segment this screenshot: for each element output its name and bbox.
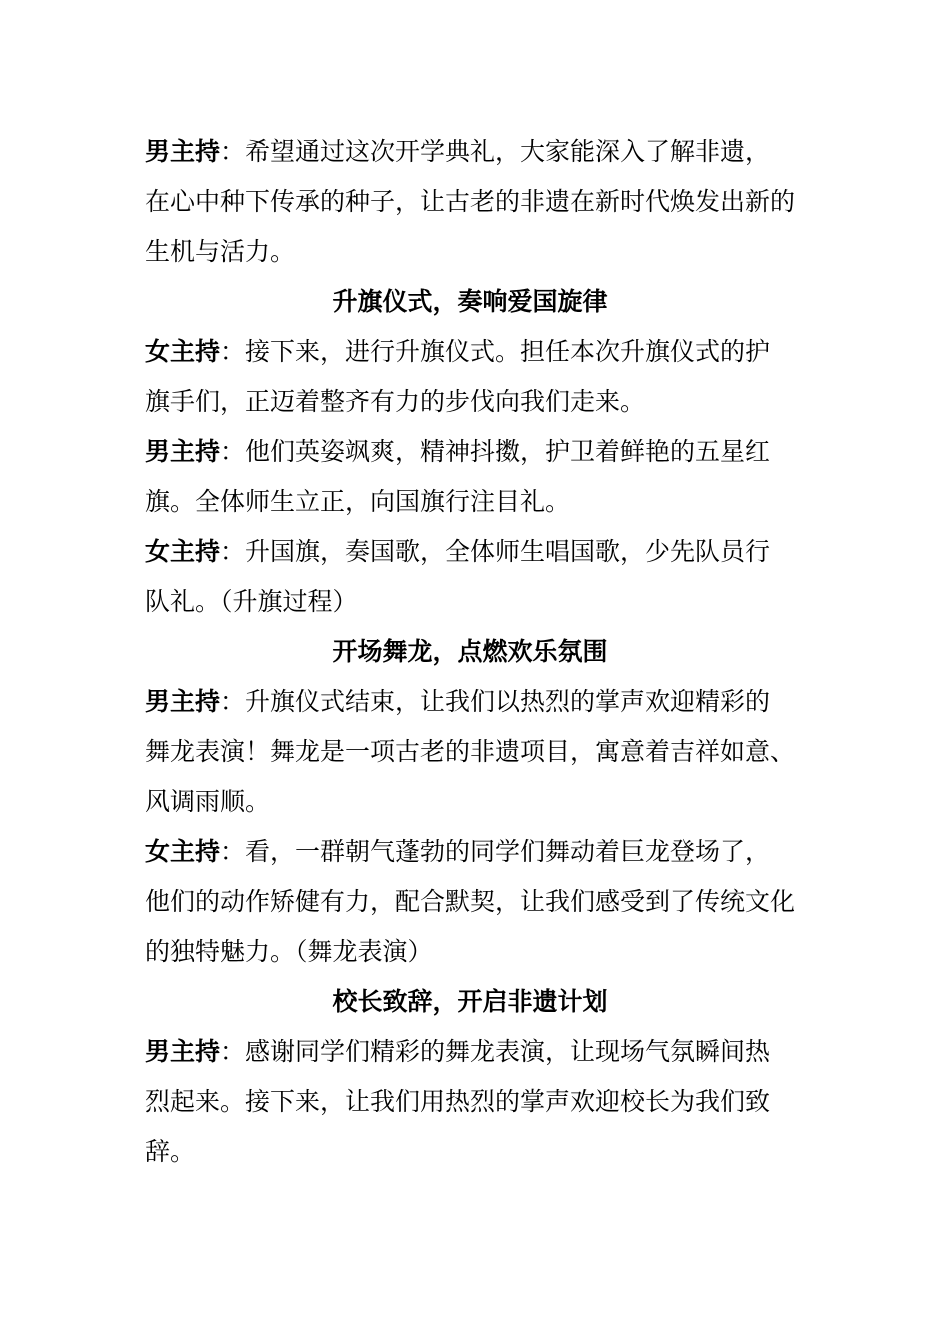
section-heading: 开场舞龙，点燃欢乐氛围 — [332, 637, 608, 666]
speaker-label: 女主持 — [145, 537, 221, 566]
host-line — [145, 827, 795, 977]
host-line — [145, 677, 795, 827]
host-line — [145, 527, 795, 627]
host-line — [145, 427, 795, 527]
speaker-label: 女主持 — [145, 837, 221, 866]
line-text: ：看，一群朝气蓬勃的同学们舞动着巨龙登场了，他们的动作矫健有力，配合默契，让我们感受到了传统文化的独特魅力。（舞龙表演） — [145, 837, 796, 966]
document-body — [145, 127, 795, 1177]
section-heading: 升旗仪式，奏响爱国旋律 — [332, 287, 608, 316]
line-text: ：感谢同学们精彩的舞龙表演，让现场气氛瞬间热烈起来。接下来，让我们用热烈的掌声欢迎校长为我们致辞。 — [145, 1037, 771, 1166]
host-line — [145, 327, 795, 427]
line-text: ：他们英姿飒爽，精神抖擞，护卫着鲜艳的五星红旗。全体师生立正，向国旗行注目礼。 — [145, 437, 771, 516]
line-text: ：希望通过这次开学典礼，大家能深入了解非遗，在心中种下传承的种子，让古老的非遗在新时代焕发出新的生机与活力。 — [145, 137, 796, 266]
line-text: ：接下来，进行升旗仪式。担任本次升旗仪式的护旗手们，正迈着整齐有力的步伐向我们走来。 — [145, 337, 771, 416]
speaker-label: 男主持 — [145, 137, 221, 166]
line-text: ：升旗仪式结束，让我们以热烈的掌声欢迎精彩的舞龙表演！舞龙是一项古老的非遗项目，寓意着吉祥如意、风调雨顺。 — [145, 687, 796, 816]
host-line — [145, 1027, 795, 1177]
host-line — [145, 127, 795, 277]
speaker-label: 男主持 — [145, 687, 221, 716]
speaker-label: 男主持 — [145, 1037, 221, 1066]
speaker-label: 女主持 — [145, 337, 221, 366]
speaker-label: 男主持 — [145, 437, 221, 466]
line-text: ：升国旗，奏国歌，全体师生唱国歌，少先队员行队礼。（升旗过程） — [145, 537, 771, 616]
section-heading: 校长致辞，开启非遗计划 — [332, 987, 608, 1016]
